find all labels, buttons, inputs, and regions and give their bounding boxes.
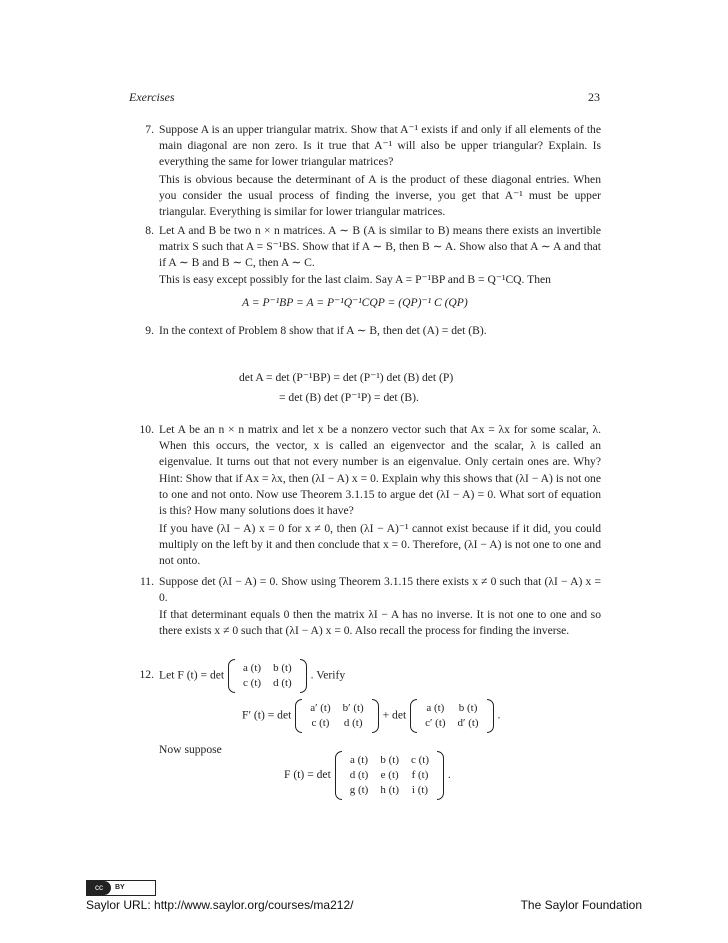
matrix-entry: b (t) (380, 754, 399, 766)
problem-number: 7. (145, 123, 154, 136)
matrix-entry: e (t) (380, 769, 399, 781)
matrix-entry: d′ (t) (457, 717, 479, 729)
derivative-lead: F′ (t) = det (242, 708, 292, 722)
problem-12-lead: Let F (t) = det (159, 668, 225, 682)
left-paren (228, 659, 235, 693)
problem-9-equation-line-1: det A = det (P⁻¹BP) = det (P⁻¹) det (B) det (P) (239, 371, 454, 384)
matrix-entry: b (t) (273, 662, 292, 674)
right-paren (372, 699, 379, 733)
problem-9-equation-line-2: = det (B) det (P⁻¹P) = det (B). (279, 391, 419, 404)
matrix-entry: d (t) (349, 769, 369, 781)
matrix-entry: h (t) (380, 784, 399, 796)
problem-number: 9. (145, 324, 154, 337)
matrix-entry: c (t) (410, 754, 429, 766)
right-paren (487, 699, 494, 733)
left-paren (335, 751, 342, 800)
matrix-2x2 (294, 701, 379, 731)
right-paren (300, 659, 307, 693)
matrix-entry: a (t) (426, 702, 445, 714)
cc-by-label: BY (115, 884, 125, 891)
problem-8-question: Let A and B be two n × n matrices. A ∼ B (A is similar to B) means there exists an invertible matrix S such that A = S⁻¹BS. Show that if A ∼ B, then B ∼ A. Show also that A ∼ A and that if A ∼ B and B ∼ C, then A ∼ C. (159, 224, 601, 270)
left-paren (410, 699, 417, 733)
problem-number: 8. (145, 224, 154, 237)
matrix-entry: c (t) (243, 677, 262, 689)
matrix-2x2 (409, 701, 494, 731)
now-suppose-text: Now suppose (159, 743, 222, 756)
problem-8-answer: This is easy except possibly for the last claim. Say A = P⁻¹BP and B = Q⁻¹CQ. Then (159, 273, 551, 286)
plus-det: + det (382, 708, 407, 722)
cc-logo: cc (87, 881, 111, 895)
matrix-2x2 (227, 661, 308, 691)
matrix-3x3 (334, 753, 445, 798)
problem-number: 11. (139, 575, 154, 588)
footer-organization: The Saylor Foundation (520, 898, 642, 912)
problem-11-answer: If that determinant equals 0 then the matrix λI − A has no inverse. It is not one to one and so there exists x ≠ 0 such that (λI − A) x = 0. Also recall the process for finding the inverse. (159, 608, 601, 638)
problem-8-equation: A = P⁻¹BP = A = P⁻¹Q⁻¹CQP = (QP)⁻¹ C (QP) (242, 296, 468, 309)
footer-url: Saylor URL: http://www.saylor.org/courses/ma212/ (86, 898, 354, 912)
problem-9-question: In the context of Problem 8 show that if A ∼ B, then det (A) = det (B). (159, 324, 487, 337)
matrix-entry: c (t) (311, 717, 330, 729)
problem-number: 12. (139, 668, 154, 681)
matrix-entry: d (t) (343, 717, 363, 729)
problem-number: 10. (139, 423, 154, 436)
problem-7-answer: This is obvious because the determinant of A is the product of these diagonal entries. When you consider the usual process of finding the inverse, you get that A⁻¹ must be upper triangular. Everything is similar for lower triangular matrices. (159, 173, 601, 219)
running-header-title: Exercises (129, 90, 175, 104)
problem-12-3x3 (284, 753, 451, 798)
problem-10-answer: If you have (λI − A) x = 0 for x ≠ 0, then (λI − A)⁻¹ cannot exist because if it did, you could multiply on the left by it and then conclude that x = 0. Therefore, (λI − A) is not one to one and not onto. (159, 522, 601, 568)
right-paren (437, 751, 444, 800)
matrix-entry: a′ (t) (310, 702, 331, 714)
problem-12-intro (159, 661, 345, 691)
period: . (447, 768, 451, 782)
cc-by-license-badge (86, 880, 156, 896)
matrix-entry: d (t) (273, 677, 292, 689)
problem-7-question: Suppose A is an upper triangular matrix. Show that A⁻¹ exists if and only if all elements of the main diagonal are non zero. Is it true that A⁻¹ will also be upper triangular? Explain. Is everything the same for lower triangular matrices? (159, 123, 601, 169)
matrix-entry: b′ (t) (342, 702, 364, 714)
problem-11-question: Suppose det (λI − A) = 0. Show using Theorem 3.1.15 there exists x ≠ 0 such that (λI − A) x = 0. (159, 575, 601, 605)
problem-12-derivative (242, 701, 500, 731)
matrix-entry: a (t) (350, 754, 369, 766)
problem-10-question: Let A be an n × n matrix and let x be a nonzero vector such that Ax = λx for some scalar, λ. When this occurs, the vector, x is called an eigenvector and the scalar, λ is called an eigenvalue. It turns out that not every number is an eigenvalue. Only certain ones are. Why? Hint: Show that if Ax = λx, then (λI − A) x = 0. Explain why this shows that (λI − A) is not one to one and not onto. Now use Theorem 3.1.15 to argue det (λI − A) = 0. What sort of equation is this? How many solutions does it have? (159, 423, 601, 518)
left-paren (295, 699, 302, 733)
verify-text: . Verify (310, 668, 346, 682)
matrix-entry: c′ (t) (425, 717, 446, 729)
matrix-entry: f (t) (411, 769, 429, 781)
matrix-entry: b (t) (458, 702, 478, 714)
matrix-entry: i (t) (411, 784, 429, 796)
f3-lead: F (t) = det (284, 768, 331, 782)
matrix-entry: g (t) (349, 784, 369, 796)
page-number: 23 (588, 90, 600, 104)
matrix-entry: a (t) (243, 662, 262, 674)
period: . (497, 708, 501, 722)
